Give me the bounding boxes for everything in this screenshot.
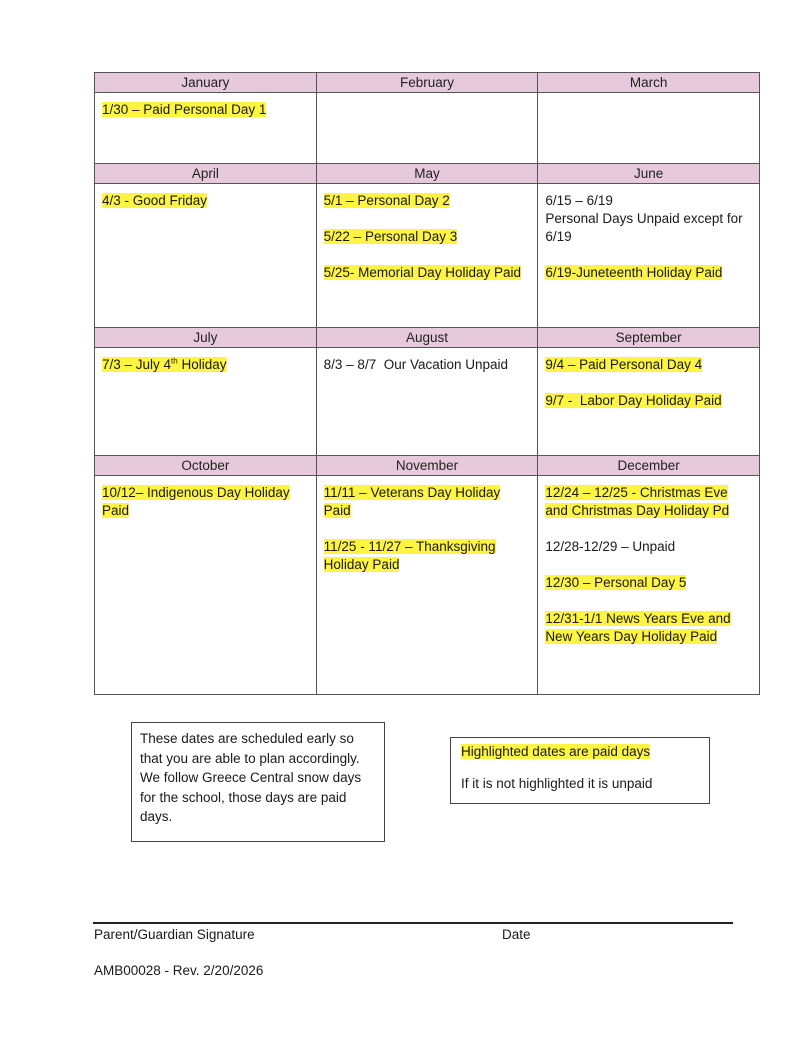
unpaid-entry: 6/15 – 6/19 (545, 193, 613, 208)
month-header: March (538, 73, 760, 93)
paid-entry: 11/11 – Veterans Day Holiday Paid (323, 485, 501, 518)
paid-entry: 6/19-Juneteenth Holiday Paid (545, 265, 723, 280)
unpaid-entry: 8/3 – 8/7 Our Vacation Unpaid (323, 357, 509, 372)
paid-entry: 5/22 – Personal Day 3 (323, 229, 458, 244)
paid-entry: 11/25 - 11/27 – Thanksgiving Holiday Paid (323, 539, 496, 572)
month-header: January (95, 73, 317, 93)
header-row-4 (95, 456, 760, 476)
paid-entry: 7/3 – July 4th Holiday (102, 356, 227, 372)
month-cell-february (316, 93, 538, 164)
month-cell-january (95, 93, 317, 164)
month-header: July (95, 328, 317, 348)
unpaid-entry-detail: Personal Days Unpaid except for 6/19 (545, 211, 743, 244)
legend-unpaid-text: If it is not highlighted it is unpaid (461, 776, 653, 791)
month-header: April (95, 164, 317, 184)
month-header: June (538, 164, 760, 184)
month-cell-september (538, 348, 760, 456)
legend-box (450, 737, 710, 804)
paid-entry: 5/25- Memorial Day Holiday Paid (323, 265, 521, 280)
paid-entry: 12/24 – 12/25 - Christmas Eve and Christmas Day Holiday Pd (545, 485, 730, 518)
signature-line (93, 922, 733, 924)
paid-entry: 10/12– Indigenous Day Holiday Paid (102, 485, 290, 518)
month-header: October (95, 456, 317, 476)
header-row-2 (95, 164, 760, 184)
paid-entry: 12/30 – Personal Day 5 (545, 575, 687, 590)
holiday-calendar-table (94, 72, 760, 695)
month-header: February (316, 73, 538, 93)
scheduling-note-box (131, 722, 385, 842)
header-row-1 (95, 73, 760, 93)
paid-entry: 12/31-1/1 News Years Eve and New Years Day Holiday Paid (545, 611, 731, 644)
paid-entry: 9/4 – Paid Personal Day 4 (545, 357, 703, 372)
month-header: September (538, 328, 760, 348)
signature-label: Parent/Guardian Signature (94, 927, 255, 942)
date-label: Date (502, 927, 531, 942)
month-cell-july (95, 348, 317, 456)
month-header: May (316, 164, 538, 184)
scheduling-note-text: These dates are scheduled early so that you are able to plan accordingly. We follow Greece Central snow days for the school, those days are paid days. (140, 731, 362, 824)
paid-entry: 1/30 – Paid Personal Day 1 (102, 102, 267, 117)
month-header: August (316, 328, 538, 348)
month-cell-june (538, 184, 760, 328)
month-cell-october (95, 476, 317, 695)
month-cell-november (316, 476, 538, 695)
month-cell-august (316, 348, 538, 456)
month-cell-march (538, 93, 760, 164)
header-row-3 (95, 328, 760, 348)
month-header: December (538, 456, 760, 476)
month-cell-december (538, 476, 760, 695)
paid-entry: 4/3 - Good Friday (102, 193, 208, 208)
unpaid-entry: 12/28-12/29 – Unpaid (545, 539, 676, 554)
paid-entry: 5/1 – Personal Day 2 (323, 193, 450, 208)
legend-paid-text: Highlighted dates are paid days (461, 744, 651, 759)
month-cell-april (95, 184, 317, 328)
month-header: November (316, 456, 538, 476)
month-cell-may (316, 184, 538, 328)
paid-entry: 9/7 - Labor Day Holiday Paid (545, 393, 722, 408)
form-id: AMB00028 - Rev. 2/20/2026 (94, 963, 264, 978)
